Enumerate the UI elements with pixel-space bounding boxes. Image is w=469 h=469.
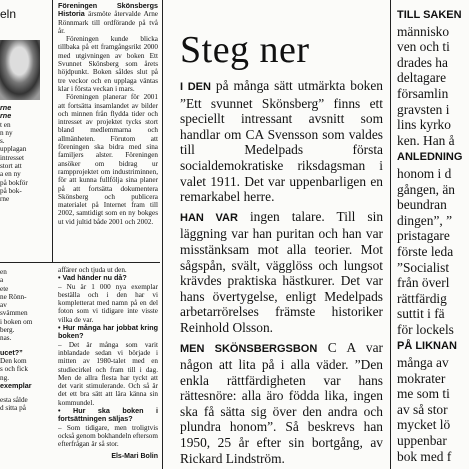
- right-column-fragment: [397, 8, 469, 468]
- right-line: församlin: [397, 85, 449, 101]
- right-line: gravsten i: [397, 101, 450, 117]
- left-top-line: t en: [0, 120, 11, 129]
- paragraph-lead: HAN VAR: [180, 211, 238, 224]
- right-line: bok med f: [397, 448, 452, 464]
- left-bottom-line: av: [0, 301, 7, 310]
- middle-top-article: [58, 2, 158, 260]
- right-line: av så stor: [397, 401, 448, 417]
- right-line: människo: [397, 23, 450, 39]
- horizontal-rule-middle: [0, 262, 160, 263]
- name-fragment: eln: [0, 7, 17, 21]
- paragraph-lead: I DEN: [180, 81, 211, 93]
- left-top-lines: [0, 104, 46, 204]
- interview-text: affärer och tjuda ut den.: [58, 266, 127, 274]
- left-top-line: s.: [0, 137, 5, 146]
- right-line: gången, än: [397, 181, 456, 197]
- left-bottom-line: s och fick: [0, 365, 28, 374]
- left-bottom-line: ucet?”: [0, 347, 23, 357]
- right-heading: TILL SAKEN: [397, 9, 462, 21]
- right-line: honom i d: [397, 165, 452, 181]
- paragraph-lead: MEN SKÖNSBERGSBON: [180, 342, 318, 355]
- left-top-line: a en ny: [0, 170, 21, 179]
- left-top-line: intresset: [0, 153, 24, 162]
- right-line: förste leda: [397, 243, 454, 259]
- right-line: lins kyrko: [397, 117, 451, 133]
- left-bottom-line: svämmen: [0, 309, 28, 318]
- interview-question: • Vad händer nu då?: [58, 273, 127, 283]
- right-line: suttit i fä: [397, 306, 445, 322]
- left-top-line: rne: [0, 195, 10, 204]
- left-top-fragment: [0, 0, 52, 262]
- main-article: [180, 28, 383, 468]
- right-line: ken. Han å: [397, 132, 455, 148]
- right-line: ven och ti: [397, 39, 450, 55]
- interview-answer: – Nu är 1 000 nya exemplar beställa och i den har vi kompletterat med namn på en del foton som vi tidigare inte visste vilka de var.: [58, 282, 158, 324]
- portrait-photo: [0, 40, 40, 100]
- column-rule-main-right: [390, 0, 391, 469]
- main-paragraph: C A var någon att lita på i alla väder. ”Den enkla rättfärdigheten var hans rättesnöre: alla äro födda lika, ingen ska få sätta sig över den andra och plundra honom”. Så beskrevs han 1950, 25 år efter sin bortgång, av Rickard Lindström.: [180, 339, 383, 466]
- left-bottom-line: ne Rönn-: [0, 292, 27, 301]
- article-heading: Föreningen Skönsbergs Historia: [58, 2, 158, 19]
- signature: Els-Mari Bolin: [111, 452, 158, 460]
- interview-answer: – Det är många som varit inblandade sedan vi började i mitten av 1980-talet med en studiecirkel och fram till i dag. Men de allra flesta har tyckt att det varit stimulerande. Och så är det ett bra sätt att lära känna sin kommundel.: [58, 340, 158, 407]
- right-line: pristagare: [397, 228, 450, 244]
- left-bottom-fragment: [0, 268, 52, 468]
- left-bottom-line: berg.: [0, 326, 15, 335]
- right-line: från överl: [397, 275, 450, 291]
- right-line: deltagare: [397, 70, 447, 86]
- right-line: för lockels: [397, 321, 454, 337]
- middle-bottom-interview: [58, 266, 158, 466]
- interview-answer: – Som tidigare, men troligtvis också genom bokhandeln eftersom efterfrågan är så stor.: [58, 423, 158, 449]
- left-bottom-line: a: [0, 276, 4, 285]
- headline: Steg ner: [180, 29, 310, 71]
- left-top-line: upplagan: [0, 145, 27, 154]
- right-line: beundran: [397, 197, 447, 213]
- left-bottom-line: nas.: [0, 334, 12, 343]
- left-bottom-line: Den kom: [0, 356, 27, 365]
- column-rule-main-left: [162, 0, 163, 469]
- right-line: många av: [397, 355, 449, 371]
- right-line: drades ha: [397, 54, 448, 70]
- right-line: me som ti: [397, 386, 450, 402]
- right-line: dingen”, ”: [397, 212, 453, 228]
- article-paragraph: Föreningen kunde blicka tillbaka på ett framgångsrikt 2000 med utgivningen av boken Ett Svunnet Skönsberg som årets höjdpunkt. Boken såldes slut på tre veckor och en upplaga väntas klar i första veckan i mars.: [58, 35, 158, 93]
- caption-fragment: rne rne: [0, 103, 12, 121]
- left-bottom-line: i boken om: [0, 317, 33, 326]
- right-line: ”Socialist: [397, 259, 450, 275]
- left-bottom-line: exemplar: [0, 380, 32, 390]
- right-line: mokrater: [397, 370, 446, 386]
- right-line: rättfärdig: [397, 290, 447, 306]
- column-rule-left: [52, 0, 53, 262]
- left-top-line: stort att: [0, 162, 22, 171]
- left-bottom-line: ng.: [0, 373, 9, 382]
- interview-question: • Hur ska boken i fortsättningen säljas?: [58, 406, 158, 424]
- interview-question: • Hur många har jobbat kring boken?: [58, 323, 158, 341]
- right-heading: ANLEDNING: [397, 151, 463, 164]
- right-line: uppenbar: [397, 433, 447, 449]
- left-top-line: på bokför: [0, 178, 28, 187]
- article-intro: ärsmöte återvalde Arne Rönnmark till ordförande på två år.: [58, 10, 158, 35]
- left-top-line: på bok-: [0, 186, 22, 195]
- left-bottom-line: d sitta på: [0, 404, 26, 413]
- left-bottom-line: esta sålde: [0, 396, 28, 405]
- article-paragraph: Föreningen planerar för 2001 att fortsätta insamlandet av bilder och minnen från flydda tider och intresset av projektet tycks stort bland medlemmarna och allmänheten. Förutom att föreningen ska bidra med sina familjers alster. Föreningen ansöker om bidrag ur rampprojektet om industriminnen, för att kunna fullfölja sina planer på att fortsätta dokumentera Skönsberg och publicera materialet på Internet fram till 2002, samtidigt som en ny bokges ut vid jultid både 2001 och 2002.: [58, 93, 158, 226]
- left-bottom-line: en: [0, 268, 7, 276]
- left-top-line: n ny: [0, 128, 13, 137]
- right-line: mycket lö: [397, 417, 451, 433]
- main-paragraph: ingen talare. Till sin läggning var han puritan och han var misstänksam mot alla teorier. Mot sågspån, svält, vägglöss och lungsot krävdes praktiska hästkurer. Det var hans övertygelse, enligt Medelpads arbetarrörelses främste historiker Reinhold Olsson.: [180, 208, 383, 335]
- right-heading: PÅ LIKNAN: [397, 340, 457, 353]
- main-paragraph: på många sätt utmärkta boken ”Ett svunnet Skönsberg” finns ett speciellt intressant avsnitt som handlar om CA Svensson som valdes till Medelpads första socialdemokratiske riksdagsman i valet 1911. Det var uppenbarligen en remarkabel herre.: [180, 78, 383, 205]
- left-bottom-line: ete: [0, 284, 9, 293]
